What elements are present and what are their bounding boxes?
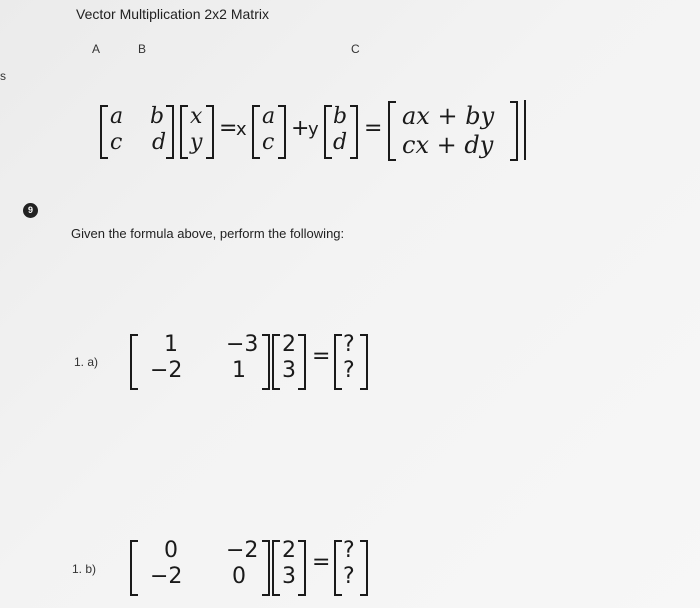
matrix-entry-c: c <box>110 130 123 155</box>
matrix-right-bracket <box>166 105 174 159</box>
coefficient-y: y <box>308 119 319 140</box>
problem-1a-matrix-right-bracket <box>262 334 270 390</box>
column-label-c: C <box>351 42 360 56</box>
problem-1b-equals-sign: = <box>312 550 331 575</box>
problem-1a-vector-right-bracket <box>298 334 306 390</box>
vector-left-bracket <box>180 105 188 159</box>
problem-1a-matrix-entry-11: 1 <box>164 332 178 357</box>
problem-1a-vector-entry-2: 3 <box>282 358 296 383</box>
matrix-entry-d: d <box>152 130 167 155</box>
result-row-2: cx + dy <box>402 131 494 159</box>
matrix-entry-b: b <box>150 104 165 129</box>
column1-entry-a: a <box>262 104 276 129</box>
problem-1b-vector-entry-2: 3 <box>282 564 296 589</box>
problem-1a-result-entry-2: ? <box>343 358 355 383</box>
problem-1b-result-right-bracket <box>360 540 368 596</box>
problem-1a-matrix-entry-12: −3 <box>226 332 259 357</box>
column2-entry-d: d <box>333 130 348 155</box>
problem-1a-result-right-bracket <box>360 334 368 390</box>
column2-left-bracket <box>324 105 332 159</box>
problem-1b-matrix-entry-21: −2 <box>150 564 183 589</box>
problem-1a-result-left-bracket <box>334 334 342 390</box>
equals-sign-2: = <box>364 116 383 141</box>
result-edge-line <box>524 100 526 160</box>
problem-1b-result-entry-1: ? <box>343 538 355 563</box>
problem-1a-vector-entry-1: 2 <box>282 332 296 357</box>
problem-label-1a: 1. a) <box>74 355 99 369</box>
coefficient-x: x <box>236 119 247 140</box>
problem-label-1b: 1. b) <box>72 562 97 576</box>
formula <box>0 0 700 200</box>
matrix-entry-a: a <box>110 104 124 129</box>
matrix-left-bracket <box>100 105 108 159</box>
column-label-a: A <box>92 42 101 56</box>
problem-1b-matrix-entry-11: 0 <box>164 538 178 563</box>
column1-right-bracket <box>278 105 286 159</box>
problem-1b-vector-left-bracket <box>272 540 280 596</box>
problem-1a-matrix-left-bracket <box>130 334 138 390</box>
problem-1b-matrix-right-bracket <box>262 540 270 596</box>
left-edge-text: s <box>0 69 6 83</box>
problem-1b-matrix-entry-12: −2 <box>226 538 259 563</box>
problem-1a-equals-sign: = <box>312 344 331 369</box>
result-row-1: ax + by <box>402 102 495 130</box>
problem-1b-vector-entry-1: 2 <box>282 538 296 563</box>
problem-1b-matrix-left-bracket <box>130 540 138 596</box>
problem-1a-matrix-entry-21: −2 <box>150 358 183 383</box>
column1-left-bracket <box>252 105 260 159</box>
problem-1a-result-entry-1: ? <box>343 332 355 357</box>
column2-entry-b: b <box>333 104 348 129</box>
problem-1b-vector-right-bracket <box>298 540 306 596</box>
vector-entry-x: x <box>190 104 203 129</box>
column1-entry-c: c <box>262 130 275 155</box>
page-title: Vector Multiplication 2x2 Matrix <box>76 6 269 22</box>
instruction-text: Given the formula above, perform the following: <box>71 226 345 241</box>
vector-right-bracket <box>206 105 214 159</box>
question-number-badge: 9 <box>23 203 38 218</box>
plus-sign: + <box>291 116 310 141</box>
problem-1b-result-entry-2: ? <box>343 564 355 589</box>
problem-1b-result-left-bracket <box>334 540 342 596</box>
equals-sign-1: = <box>219 116 238 141</box>
problem-1b-matrix-entry-22: 0 <box>232 564 246 589</box>
vector-entry-y: y <box>190 130 203 155</box>
result-right-bracket <box>510 101 518 161</box>
column2-right-bracket <box>350 105 358 159</box>
column-label-b: B <box>138 42 147 56</box>
result-left-bracket <box>388 101 396 161</box>
problem-1a-matrix-entry-22: 1 <box>232 358 246 383</box>
problem-1a-vector-left-bracket <box>272 334 280 390</box>
